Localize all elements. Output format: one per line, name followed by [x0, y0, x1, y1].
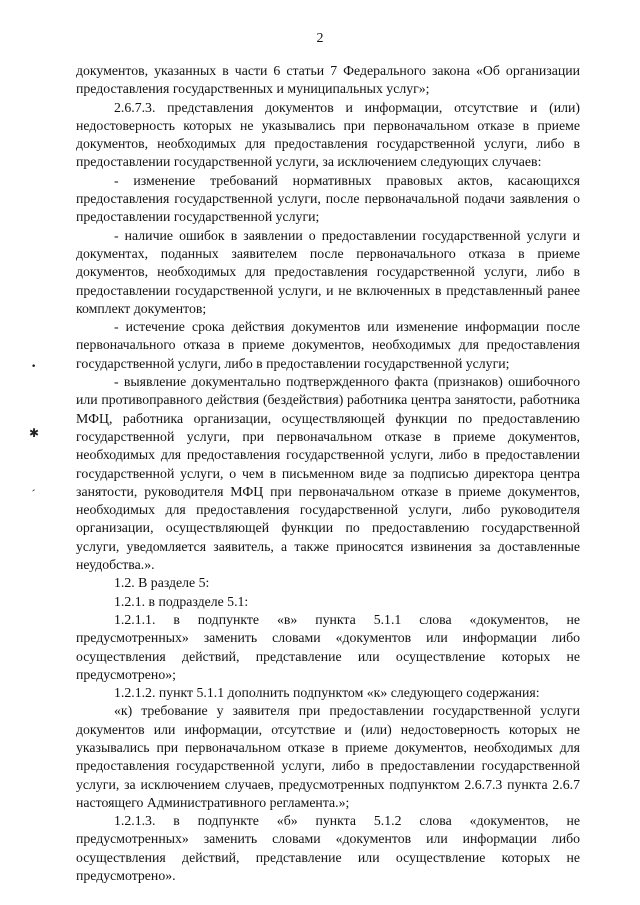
scan-speck-mark: ✱ — [29, 426, 40, 440]
paragraph-1-2-1-1: 1.2.1.1. в подпункте «в» пункта 5.1.1 слова «документов, не предусмотренных» заменить словами «документов или информации либо осуществления действий, представление или осуществление которых не предусмотрено»; — [76, 611, 580, 682]
page-number: 2 — [316, 31, 324, 46]
document-body — [76, 62, 580, 885]
paragraph-continuation: документов, указанных в части 6 статьи 7 Федерального закона «Об организации предоставления государственных и муниципальных услуг»; — [76, 63, 580, 97]
paragraph-1-2-1-2: 1.2.1.2. пункт 5.1.1 дополнить подпунктом «к» следующего содержания: — [114, 685, 540, 701]
paragraph-1-2: 1.2. В разделе 5: — [114, 575, 210, 591]
paragraph-2-6-7-3: 2.6.7.3. представления документов и информации, отсутствие и (или) недостоверность которых не указывались при первоначальном отказе в приеме документов, необходимых для предоставления государственной услуги, либо в предоставлении государственной услуги, за исключением следующих случаев: — [76, 99, 580, 170]
scan-speck-mark: • — [31, 362, 37, 372]
paragraph-1-2-1: 1.2.1. в подразделе 5.1: — [114, 593, 249, 609]
paragraph-subpoint-k: «к) требование у заявителя при предоставлении государственной услуги документов или информации, отсутствие и (или) недостоверность которых не указывались при первоначальном отказе в приеме документов, необходимых для предоставления государственной услуги, либо в предоставлении государственной услуги, за исключением случаев, предусмотренных подпунктом 2.6.7.3 пункта 2.6.7 настоящего Административного регламента.»; — [76, 703, 580, 810]
list-item-erroneous-action: - выявление документально подтвержденного факта (признаков) ошибочного или противоправного действия (бездействия) работника центра занятости, работника МФЦ, работника организации, осуществляющей функции по предоставлению государственной услуги, при первоначальном отказе в приеме документов, необходимых для предоставления государственной услуги, либо в предоставлении государственной услуги, о чем в письменном виде за подписью директора центра занятости, руководителя МФЦ при первоначальном отказе в приеме документов, необходимых для предоставления государственной услуги, либо руководителя организации, осуществляющей функции по предоставлению государственной услуги, уведомляется заявитель, а также приносятся извинения за доставленные неудобства.». — [76, 374, 580, 573]
list-item-document-expiry: - истечение срока действия документов или изменение информации после первоначального отказа в приеме документов, необходимых для предоставления государственной услуги, либо в предоставлении государственной услуги; — [76, 319, 580, 371]
paragraph-1-2-1-3: 1.2.1.3. в подпункте «б» пункта 5.1.2 слова «документов, не предусмотренных» заменить словами «документов или информации либо осуществления действий, представление или осуществление которых не предусмотрено». — [76, 813, 580, 884]
scan-speck-mark: ′ — [28, 486, 37, 502]
list-item-requirements-change: - изменение требований нормативных правовых актов, касающихся предоставления государственной услуги, после первоначальной подачи заявления о предоставлении государственной услуги; — [76, 172, 580, 225]
list-item-application-errors: - наличие ошибок в заявлении о предоставлении государственной услуги и документах, поданных заявителем после первоначального отказа в приеме документов, необходимых для предоставления государственной услуги, либо в предоставлении государственной услуги, и не включенных в представленный ранее комплект документов; — [76, 227, 580, 316]
